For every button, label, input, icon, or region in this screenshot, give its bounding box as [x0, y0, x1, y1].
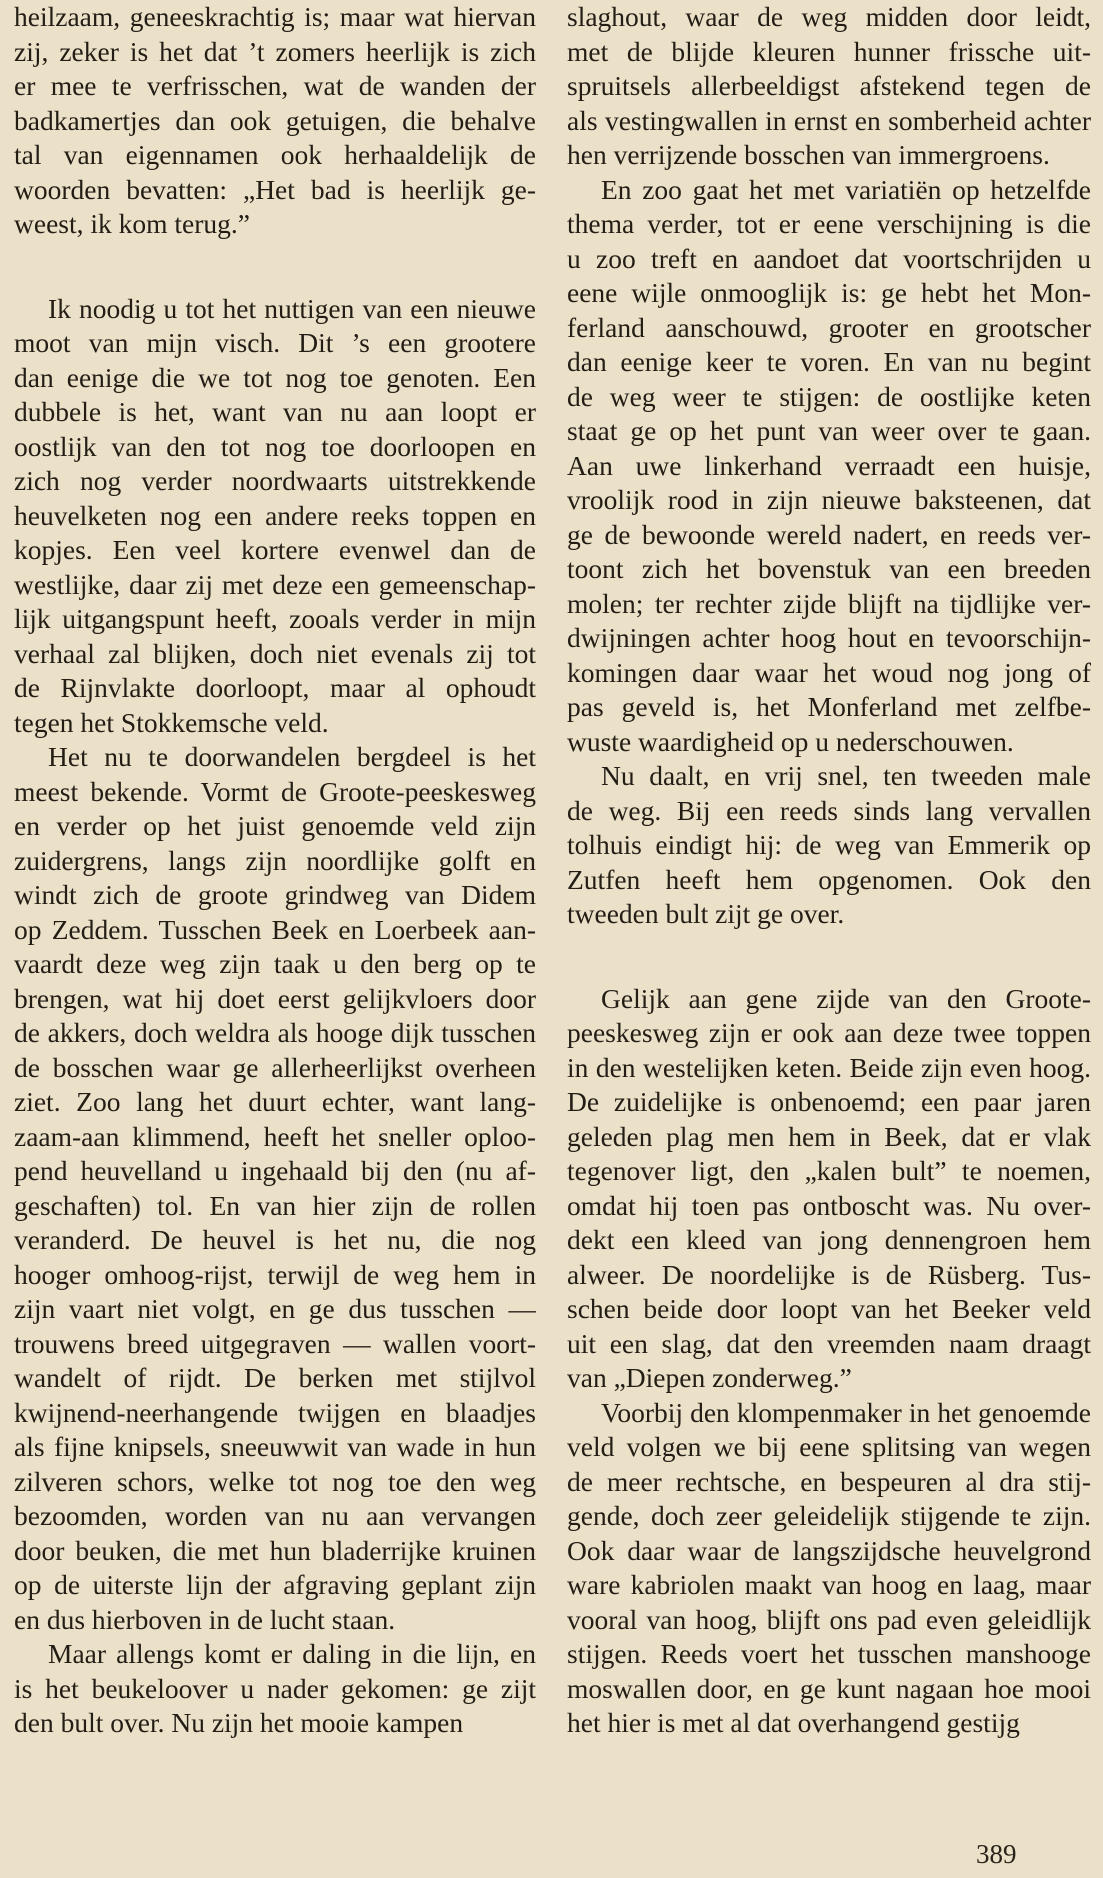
text-line: Voorbij den klompenmaker in het genoemde: [601, 1396, 1091, 1428]
text-line: moot van mijn visch. Dit ’s een grootere: [14, 327, 536, 358]
section-break: [567, 932, 1091, 982]
text-line: uit een slag, dat den vreemden naam draagt: [567, 1327, 1091, 1359]
text-line: tweeden bult zijt ge over.: [567, 898, 845, 929]
text-line: is het beukeloover u nader gekomen: ge zijt: [14, 1672, 536, 1704]
text-line: zij, zeker is het dat ’t zomers heerlijk is zich: [14, 35, 536, 67]
text-line: zijn vaart niet volgt, en ge dus tusschen —: [14, 1293, 536, 1324]
text-line: dekt een kleed van jong dennengroen hem: [567, 1224, 1091, 1255]
text-line: spruitsels allerbeeldigst afstekend tegen de: [567, 70, 1091, 101]
text-line: eene wijle onmooglijk is: ge hebt het Mon-: [567, 277, 1091, 308]
text-line: pas geveld is, het Monferland met zelfbe-: [567, 691, 1091, 722]
text-line: zaam-aan klimmend, heeft het sneller oploo-: [14, 1120, 536, 1152]
text-line: thema verder, tot er eene verschijning is die: [567, 208, 1091, 239]
text-line: de bosschen waar ge allerheerlijkst overheen: [14, 1051, 536, 1083]
text-line: westlijke, daar zij met deze een gemeenschap-: [14, 568, 536, 600]
text-line: er mee te verfrisschen, wat de wanden der: [14, 70, 536, 101]
text-line: ziet. Zoo lang het duurt echter, want lang-: [14, 1086, 536, 1117]
text-line: geschaften) tol. En van hier zijn de rollen: [14, 1189, 536, 1221]
text-line: Ook daar waar de langszijdsche heuvelgrond: [567, 1534, 1091, 1566]
text-line: veranderd. De heuvel is het nu, die nog: [14, 1224, 536, 1255]
text-line: ferland aanschouwd, grooter en grootscher: [567, 311, 1091, 343]
text-line: den bult over. Nu zijn het mooie kampen: [14, 1707, 464, 1738]
text-line: lijk uitgangspunt heeft, zooals verder in mijn: [14, 603, 536, 634]
text-line: windt zich de groote grindweg van Didem: [14, 879, 536, 910]
section-break: [14, 242, 536, 292]
text-line: Aan uwe linkerhand verraadt een huisje,: [567, 449, 1091, 481]
text-line: zuidergrens, langs zijn noordlijke golft en: [14, 844, 536, 876]
left-column: [14, 0, 536, 1741]
paragraph: [567, 759, 1091, 932]
text-line: dwijningen achter hoog hout en tevoorschijn-: [567, 622, 1091, 653]
text-line: u zoo treft en aandoet dat voortschrijden u: [567, 242, 1091, 274]
text-line: woorden bevatten: „Het bad is heerlijk ge-: [14, 173, 536, 205]
text-line: oostlijk van den tot nog toe doorloopen en: [14, 430, 536, 462]
text-line: van „Diepen zonderweg.”: [567, 1362, 852, 1393]
text-line: komingen daar waar het woud nog jong of: [567, 656, 1091, 688]
text-line: de weg weer te stijgen: de oostlijke keten: [567, 380, 1091, 412]
text-line: tolhuis eindigt hij: de weg van Emmerik op: [567, 829, 1091, 860]
text-line: in den westelijken keten. Beide zijn even hoog.: [567, 1051, 1091, 1083]
text-line: Ik noodig u tot het nuttigen van een nieuwe: [48, 292, 536, 324]
text-line: heilzaam, geneeskrachtig is; maar wat hiervan: [14, 1, 536, 32]
text-line: Nu daalt, en vrij snel, ten tweeden male: [601, 760, 1091, 791]
text-line: dubbele is het, want van nu aan loopt er: [14, 396, 536, 427]
text-line: hen verrijzende bosschen van immergroens.: [567, 139, 1050, 170]
paragraph: [567, 1396, 1091, 1741]
text-line: veld volgen we bij eene splitsing van wegen: [567, 1431, 1091, 1462]
text-line: Maar allengs komt er daling in die lijn, en: [48, 1638, 536, 1669]
text-line: schen beide door loopt van het Beeker veld: [567, 1293, 1091, 1324]
text-line: tegenover ligt, den „kalen bult” te noemen,: [567, 1155, 1091, 1186]
text-line: zich nog verder noordwaarts uitstrekkende: [14, 465, 536, 496]
text-line: pend heuvelland u ingehaald bij den (nu af-: [14, 1155, 536, 1186]
text-line: de Rijnvlakte doorloopt, maar al ophoudt: [14, 672, 536, 703]
text-line: dan eenige keer te voren. En van nu begint: [567, 346, 1091, 377]
paragraph: [567, 0, 1091, 173]
text-line: Zutfen heeft hem opgenomen. Ook den: [567, 863, 1091, 895]
text-line: als fijne knipsels, sneeuwwit van wade in hun: [14, 1431, 536, 1462]
text-line: weest, ik kom terug.”: [14, 208, 250, 239]
text-line: tal van eigennamen ook herhaaldelijk de: [14, 139, 536, 170]
text-line: alweer. De noordelijke is de Rüsberg. Tus-: [567, 1258, 1091, 1290]
text-line: staat ge op het punt van weer over te gaan.: [567, 415, 1091, 446]
text-line: slaghout, waar de weg midden door leidt,: [567, 1, 1091, 32]
text-line: Gelijk aan gene zijde van den Groote-: [601, 982, 1091, 1014]
paragraph: [14, 740, 536, 1637]
text-line: moswallen door, en ge kunt nagaan hoe mooi: [567, 1672, 1091, 1704]
text-line: en verder op het juist genoemde veld zijn: [14, 810, 536, 841]
text-line: geleden plag men hem in Beek, dat er vlak: [567, 1120, 1091, 1152]
text-line: tegen het Stokkemsche veld.: [14, 706, 329, 738]
text-line: dan eenige die we tot nog toe genoten. Een: [14, 361, 536, 393]
text-line: met de blijde kleuren hunner frissche uit-: [567, 35, 1091, 67]
page-number: 389: [976, 1839, 1017, 1869]
right-column: [567, 0, 1091, 1741]
text-line: brengen, wat hij doet eerst gelijkvloers door: [14, 982, 536, 1014]
text-line: en dus hierboven in de lucht staan.: [14, 1603, 396, 1635]
text-line: wuste waardigheid op u nederschouwen.: [567, 725, 1014, 757]
text-line: kwijnend-neerhangende twijgen en blaadjes: [14, 1396, 536, 1428]
paragraph: [14, 1637, 536, 1741]
text-line: De zuidelijke is onbenoemd; een paar jaren: [567, 1086, 1091, 1117]
text-line: als vestingwallen in ernst en somberheid achter: [567, 104, 1091, 136]
text-line: vaardt deze weg zijn taak u den berg op te: [14, 948, 536, 979]
text-line: vroolijk rood in zijn nieuwe baksteenen, dat: [567, 484, 1091, 515]
paragraph: [14, 0, 536, 242]
paragraph: [567, 982, 1091, 1396]
text-line: de meer rechtsche, en bespeuren al dra stij-: [567, 1465, 1091, 1497]
text-line: stijgen. Reeds voert het tusschen manshooge: [567, 1638, 1091, 1669]
text-line: het hier is met al dat overhangend gestijg: [567, 1707, 1020, 1738]
text-line: En zoo gaat het met variatiën op hetzelfde: [601, 173, 1091, 205]
text-line: hooger omhoog-rijst, terwijl de weg hem in: [14, 1258, 536, 1290]
text-line: wandelt of rijdt. De berken met stijlvol: [14, 1362, 536, 1393]
text-line: de akkers, doch weldra als hooge dijk tusschen: [14, 1017, 536, 1048]
text-line: peeskesweg zijn er ook aan deze twee toppen: [567, 1017, 1091, 1048]
text-line: trouwens breed uitgegraven — wallen voort-: [14, 1327, 536, 1359]
text-line: door beuken, die met hun bladerrijke kruinen: [14, 1534, 536, 1566]
text-line: zilveren schors, welke tot nog toe den weg: [14, 1465, 536, 1497]
text-line: toont zich het bovenstuk van een breeden: [567, 553, 1091, 584]
text-line: bezoomden, worden van nu aan vervangen: [14, 1500, 536, 1531]
text-line: ge de bewoonde wereld nadert, en reeds ver-: [567, 518, 1091, 550]
text-line: op de uiterste lijn der afgraving geplant zijn: [14, 1569, 536, 1600]
paragraph: [567, 173, 1091, 760]
text-line: meest bekende. Vormt de Groote-peeskesweg: [14, 775, 536, 807]
paragraph: [14, 292, 536, 741]
text-line: verhaal zal blijken, doch niet evenals zij tot: [14, 637, 536, 669]
text-line: heuvelketen nog een andere reeks toppen en: [14, 499, 536, 531]
text-line: molen; ter rechter zijde blijft na tijdlijke ver-: [567, 587, 1091, 619]
text-line: vooral van hoog, blijft ons pad even geleidlijk: [567, 1603, 1091, 1635]
text-line: omdat hij toen pas ontboscht was. Nu over-: [567, 1189, 1091, 1221]
text-line: ware kabriolen maakt van hoog en laag, maar: [567, 1569, 1091, 1600]
text-line: op Zeddem. Tusschen Beek en Loerbeek aan-: [14, 913, 536, 945]
text-line: Het nu te doorwandelen bergdeel is het: [48, 741, 536, 772]
text-line: kopjes. Een veel kortere evenwel dan de: [14, 534, 536, 565]
text-line: badkamertjes dan ook getuigen, die behalve: [14, 104, 536, 136]
text-line: de weg. Bij een reeds sinds lang vervallen: [567, 794, 1091, 826]
text-line: gende, doch zeer geleidelijk stijgende te zijn.: [567, 1500, 1091, 1531]
